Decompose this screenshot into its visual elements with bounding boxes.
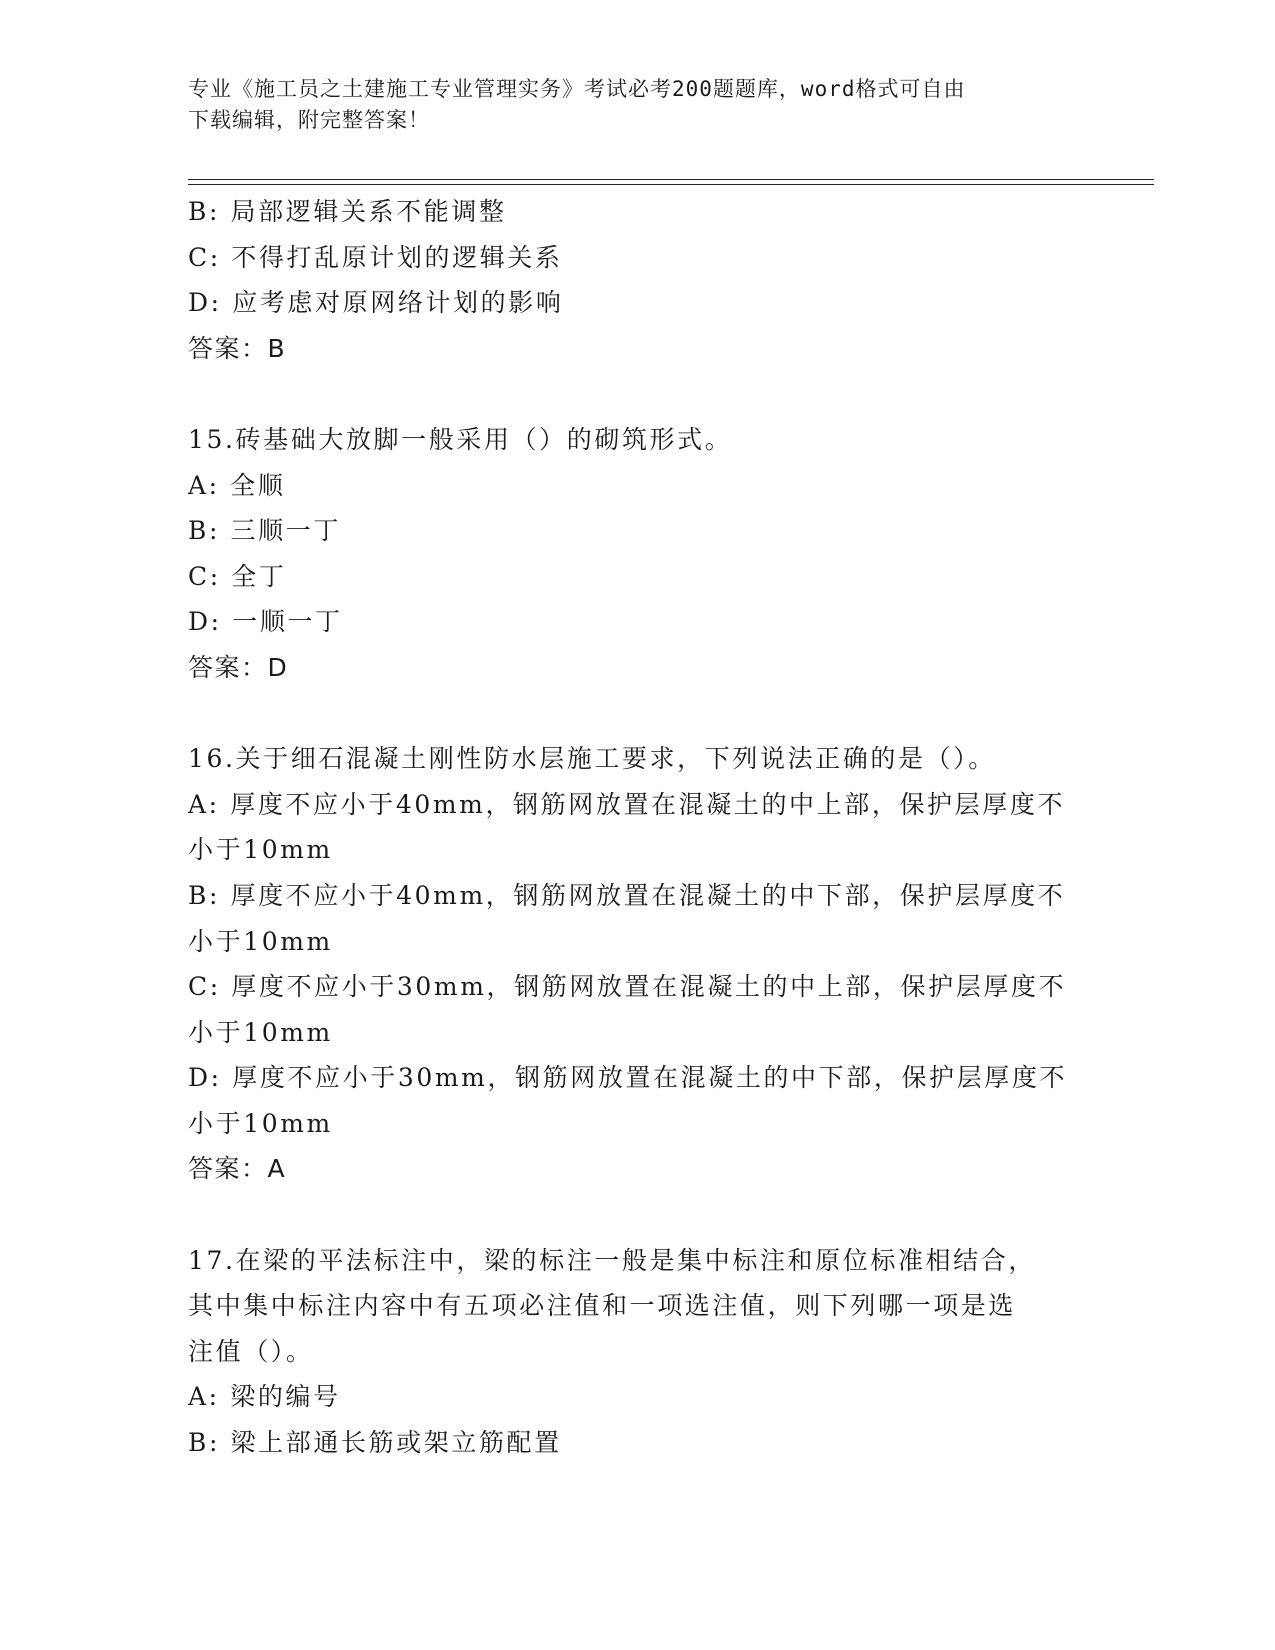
q17-option-b: B: 梁上部通长筋或架立筋配置 xyxy=(188,1428,562,1458)
document-header xyxy=(188,74,1068,136)
q16-question: 16.关于细石混凝土刚性防水层施工要求，下列说法正确的是（）。 xyxy=(188,744,996,774)
spacer xyxy=(188,371,1088,417)
q17-question: 17.在梁的平法标注中，梁的标注一般是集中标注和原位标准相结合， xyxy=(188,1245,1036,1275)
q14-option-d: D: 应考虑对原网络计划的影响 xyxy=(188,288,564,318)
q15-option-a: A: 全顺 xyxy=(188,470,286,500)
header-divider-top xyxy=(188,179,1154,180)
q15-question: 15.砖基础大放脚一般采用（）的砌筑形式。 xyxy=(188,424,733,454)
spacer xyxy=(188,1192,1088,1238)
q15-option-c: C: 全丁 xyxy=(188,561,287,591)
q14-answer: 答案：B xyxy=(188,333,287,363)
q16-option-b: B: 厚度不应小于40mm，钢筋网放置在混凝土的中下部，保护层厚度不 xyxy=(188,880,1066,910)
q17-option-a: A: 梁的编号 xyxy=(188,1382,341,1412)
header-line-1: 专业《施工员之土建施工专业管理实务》考试必考200题题库，word格式可自由 xyxy=(188,77,966,101)
q15-option-b: B: 三顺一丁 xyxy=(188,516,341,546)
q15-answer: 答案：D xyxy=(188,652,289,682)
q16-option-c-cont: 小于10mm xyxy=(188,1017,333,1047)
q17-question-cont-2: 注值（）。 xyxy=(188,1336,314,1366)
header-line-2: 下载编辑，附完整答案！ xyxy=(188,108,430,132)
q16-answer: 答案：A xyxy=(188,1154,287,1184)
q16-option-d: D: 厚度不应小于30mm，钢筋网放置在混凝土的中下部，保护层厚度不 xyxy=(188,1063,1068,1093)
q17-question-cont-1: 其中集中标注内容中有五项必注值和一项选注值，则下列哪一项是选 xyxy=(188,1291,1017,1321)
question-content xyxy=(188,189,1088,1466)
q16-option-a-cont: 小于10mm xyxy=(188,835,333,865)
spacer xyxy=(188,691,1088,737)
q16-option-d-cont: 小于10mm xyxy=(188,1108,333,1138)
q14-option-c: C: 不得打乱原计划的逻辑关系 xyxy=(188,242,563,272)
q14-option-b: B: 局部逻辑关系不能调整 xyxy=(188,197,507,226)
q16-option-c: C: 厚度不应小于30mm，钢筋网放置在混凝土的中上部，保护层厚度不 xyxy=(188,972,1067,1002)
q16-option-a: A: 厚度不应小于40mm，钢筋网放置在混凝土的中上部，保护层厚度不 xyxy=(188,789,1066,819)
header-divider-bottom xyxy=(188,184,1154,185)
q15-option-d: D: 一顺一丁 xyxy=(188,607,343,637)
q16-option-b-cont: 小于10mm xyxy=(188,926,333,956)
